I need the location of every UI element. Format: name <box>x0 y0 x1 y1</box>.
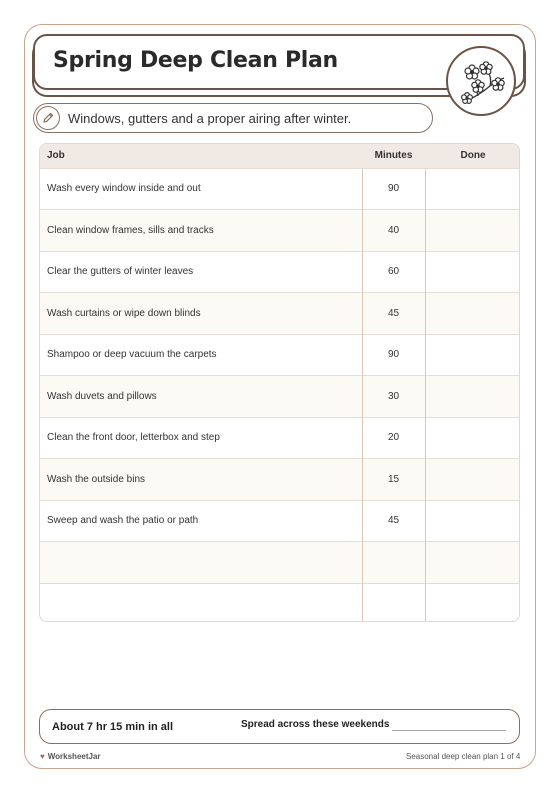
table-header-row <box>40 144 520 168</box>
pencil-icon <box>41 111 55 125</box>
done-cell[interactable] <box>425 376 520 418</box>
done-cell[interactable] <box>425 168 520 210</box>
minutes-cell: 45 <box>362 500 425 542</box>
done-cell[interactable] <box>425 251 520 293</box>
table-row <box>40 376 520 418</box>
job-cell <box>40 542 362 584</box>
pencil-badge <box>36 106 60 130</box>
done-cell[interactable] <box>425 210 520 252</box>
heart-icon: ♥ <box>40 752 45 761</box>
total-time: About 7 hr 15 min in all <box>52 721 174 733</box>
done-cell[interactable] <box>425 500 520 542</box>
logo-badge <box>446 46 516 116</box>
minutes-cell: 30 <box>362 376 425 418</box>
table-row <box>40 500 520 542</box>
brand <box>40 752 101 761</box>
done-cell[interactable] <box>425 542 520 584</box>
table-row <box>40 459 520 501</box>
minutes-cell: 60 <box>362 251 425 293</box>
job-cell: Wash duvets and pillows <box>40 376 362 418</box>
minutes-cell <box>362 583 425 622</box>
job-cell: Wash every window inside and out <box>40 168 362 210</box>
done-cell[interactable] <box>425 293 520 335</box>
chores-table <box>39 143 520 622</box>
page-title: Spring Deep Clean Plan <box>53 48 338 73</box>
job-cell: Clean window frames, sills and tracks <box>40 210 362 252</box>
spread-label: Spread across these weekends <box>241 719 390 730</box>
weekends-write-line[interactable] <box>392 730 506 731</box>
minutes-cell: 90 <box>362 334 425 376</box>
page-subtitle: Windows, gutters and a proper airing after winter. <box>68 111 352 126</box>
job-cell <box>40 583 362 622</box>
done-cell[interactable] <box>425 459 520 501</box>
page-info: Seasonal deep clean plan 1 of 4 <box>406 752 521 761</box>
job-cell: Wash the outside bins <box>40 459 362 501</box>
table-row <box>40 334 520 376</box>
job-cell: Clear the gutters of winter leaves <box>40 251 362 293</box>
table-row <box>40 210 520 252</box>
table-row <box>40 251 520 293</box>
table-row <box>40 168 520 210</box>
column-header-done: Done <box>425 144 520 168</box>
done-cell[interactable] <box>425 334 520 376</box>
table-row <box>40 542 520 584</box>
table-row <box>40 583 520 622</box>
blossom-branch-icon <box>456 56 510 110</box>
minutes-cell: 45 <box>362 293 425 335</box>
minutes-cell: 20 <box>362 417 425 459</box>
column-header-job: Job <box>40 144 362 168</box>
job-cell: Wash curtains or wipe down blinds <box>40 293 362 335</box>
job-cell: Clean the front door, letterbox and step <box>40 417 362 459</box>
job-cell: Shampoo or deep vacuum the carpets <box>40 334 362 376</box>
minutes-cell: 40 <box>362 210 425 252</box>
minutes-cell: 90 <box>362 168 425 210</box>
brand-name: WorksheetJar <box>47 752 101 761</box>
table-row <box>40 417 520 459</box>
column-header-minutes: Minutes <box>362 144 425 168</box>
done-cell[interactable] <box>425 583 520 622</box>
done-cell[interactable] <box>425 417 520 459</box>
minutes-cell <box>362 542 425 584</box>
table-row <box>40 293 520 335</box>
minutes-cell: 15 <box>362 459 425 501</box>
job-cell: Sweep and wash the patio or path <box>40 500 362 542</box>
